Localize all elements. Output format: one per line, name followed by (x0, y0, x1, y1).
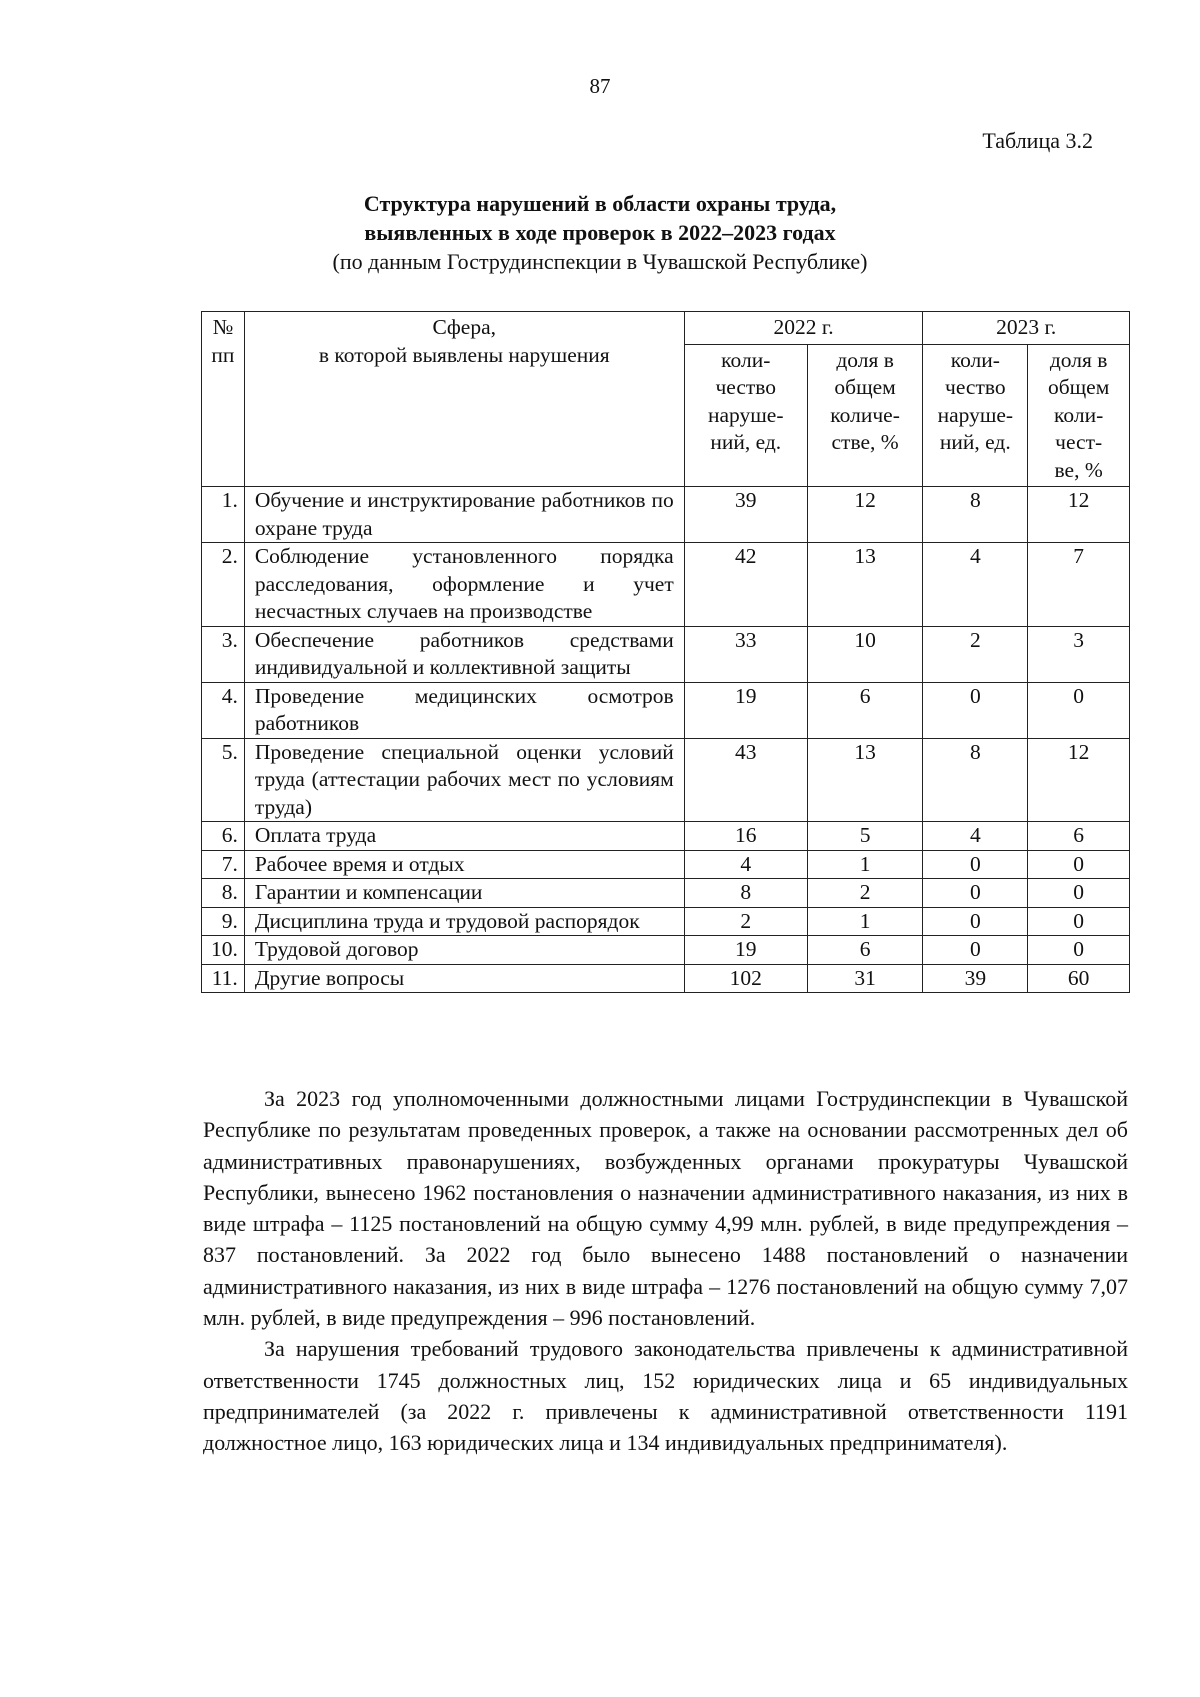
row-sphere: Проведение специальной оценки условий труда (аттестации рабочих мест по условиям труда) (244, 738, 684, 822)
row-count-2022: 39 (684, 487, 807, 543)
header-share-2022: доля в общем количе- стве, % (807, 344, 923, 487)
row-count-2022: 33 (684, 626, 807, 682)
header-count-2023: коли- чество наруше- ний, ед. (923, 344, 1028, 487)
table-label: Таблица 3.2 (982, 128, 1093, 153)
table-row (202, 682, 1130, 738)
row-sphere: Трудовой договор (244, 936, 684, 965)
row-share-2023: 12 (1028, 487, 1130, 543)
row-share-2022: 12 (807, 487, 923, 543)
row-sphere: Оплата труда (244, 822, 684, 851)
header-count-2022: коли- чество наруше- ний, ед. (684, 344, 807, 487)
title-line-1: Структура нарушений в области охраны труда, (363, 191, 837, 216)
row-share-2023: 3 (1028, 626, 1130, 682)
row-number: 11. (202, 964, 245, 993)
row-sphere: Гарантии и компенсации (244, 879, 684, 908)
row-share-2022: 10 (807, 626, 923, 682)
row-number: 5. (202, 738, 245, 822)
row-count-2023: 0 (923, 682, 1028, 738)
row-sphere: Проведение медицинских осмотров работников (244, 682, 684, 738)
table-row (202, 626, 1130, 682)
row-sphere: Обеспечение работников средствами индивидуальной и коллективной защиты (244, 626, 684, 682)
header-num: № пп (202, 312, 245, 487)
header-year-2022: 2022 г. (684, 312, 923, 345)
row-share-2022: 5 (807, 822, 923, 851)
paragraph: За нарушения требований трудового законодательства привлечены к административной ответственности 1745 должностных лиц, 152 юридических лица и 65 индивидуальных предпринимателей (за 2022 г. привлечены к административной ответственности 1191 должностное лицо, 163 юридических лица и 134 индивидуальных предпринимателя). (203, 1336, 1128, 1456)
row-share-2023: 12 (1028, 738, 1130, 822)
row-share-2022: 13 (807, 543, 923, 627)
row-share-2023: 0 (1028, 936, 1130, 965)
header-share-2023: доля в общем коли- чест- ве, % (1028, 344, 1130, 487)
row-share-2022: 31 (807, 964, 923, 993)
row-number: 1. (202, 487, 245, 543)
row-number: 9. (202, 907, 245, 936)
row-count-2022: 43 (684, 738, 807, 822)
row-count-2022: 4 (684, 850, 807, 879)
row-sphere: Обучение и инструктирование работников по охране труда (244, 487, 684, 543)
row-count-2023: 4 (923, 822, 1028, 851)
row-number: 6. (202, 822, 245, 851)
row-count-2023: 8 (923, 487, 1028, 543)
row-share-2022: 13 (807, 738, 923, 822)
row-share-2023: 0 (1028, 907, 1130, 936)
row-count-2023: 4 (923, 543, 1028, 627)
row-count-2023: 8 (923, 738, 1028, 822)
table-row (202, 850, 1130, 879)
row-sphere: Дисциплина труда и трудовой распорядок (244, 907, 684, 936)
row-share-2023: 0 (1028, 682, 1130, 738)
row-count-2023: 0 (923, 879, 1028, 908)
row-sphere: Другие вопросы (244, 964, 684, 993)
row-share-2022: 2 (807, 879, 923, 908)
row-count-2023: 0 (923, 850, 1028, 879)
row-number: 10. (202, 936, 245, 965)
title-subtitle: (по данным Гострудинспекции в Чувашской Республике) (332, 249, 868, 274)
row-count-2023: 2 (923, 626, 1028, 682)
table-row (202, 907, 1130, 936)
row-count-2023: 0 (923, 936, 1028, 965)
table-row (202, 738, 1130, 822)
row-count-2022: 8 (684, 879, 807, 908)
row-count-2023: 39 (923, 964, 1028, 993)
row-share-2022: 6 (807, 936, 923, 965)
header-row-1 (202, 312, 1130, 345)
table-row (202, 879, 1130, 908)
row-count-2022: 2 (684, 907, 807, 936)
title-line-2: выявленных в ходе проверок в 2022–2023 годах (364, 220, 836, 245)
row-count-2022: 16 (684, 822, 807, 851)
row-sphere: Рабочее время и отдых (244, 850, 684, 879)
row-share-2022: 1 (807, 850, 923, 879)
row-share-2023: 6 (1028, 822, 1130, 851)
body-text (203, 1083, 1128, 1459)
header-year-2023: 2023 г. (923, 312, 1130, 345)
row-count-2022: 102 (684, 964, 807, 993)
table-title (0, 189, 1200, 276)
row-count-2022: 19 (684, 682, 807, 738)
row-count-2023: 0 (923, 907, 1028, 936)
table-row (202, 822, 1130, 851)
row-share-2023: 0 (1028, 850, 1130, 879)
row-share-2022: 6 (807, 682, 923, 738)
row-number: 2. (202, 543, 245, 627)
row-share-2023: 7 (1028, 543, 1130, 627)
row-count-2022: 42 (684, 543, 807, 627)
row-count-2022: 19 (684, 936, 807, 965)
table-row (202, 936, 1130, 965)
table-row (202, 543, 1130, 627)
row-number: 3. (202, 626, 245, 682)
row-number: 4. (202, 682, 245, 738)
violations-table (201, 311, 1130, 993)
row-share-2023: 60 (1028, 964, 1130, 993)
row-number: 8. (202, 879, 245, 908)
table-row (202, 487, 1130, 543)
row-share-2023: 0 (1028, 879, 1130, 908)
row-number: 7. (202, 850, 245, 879)
table-row (202, 964, 1130, 993)
header-sphere: Сфера, в которой выявлены нарушения (244, 312, 684, 487)
paragraph: За 2023 год уполномоченными должностными лицами Гострудинспекции в Чувашской Республике по результатам проведенных проверок, а также на основании рассмотренных дел об административных правонарушениях, возбужденных органами прокуратуры Чувашской Республики, вынесено 1962 постановления о назначении административного наказания, из них в виде штрафа – 1125 постановлений на общую сумму 4,99 млн. рублей, в виде предупреждения – 837 постановлений. За 2022 год было вынесено 1488 постановлений о назначении административного наказания, из них в виде штрафа – 1276 постановлений на общую сумму 7,07 млн. рублей, в виде предупреждения – 996 постановлений. (203, 1086, 1128, 1331)
row-share-2022: 1 (807, 907, 923, 936)
row-sphere: Соблюдение установленного порядка расследования, оформление и учет несчастных случаев на производстве (244, 543, 684, 627)
table-body (202, 487, 1130, 993)
page-number: 87 (589, 74, 611, 98)
